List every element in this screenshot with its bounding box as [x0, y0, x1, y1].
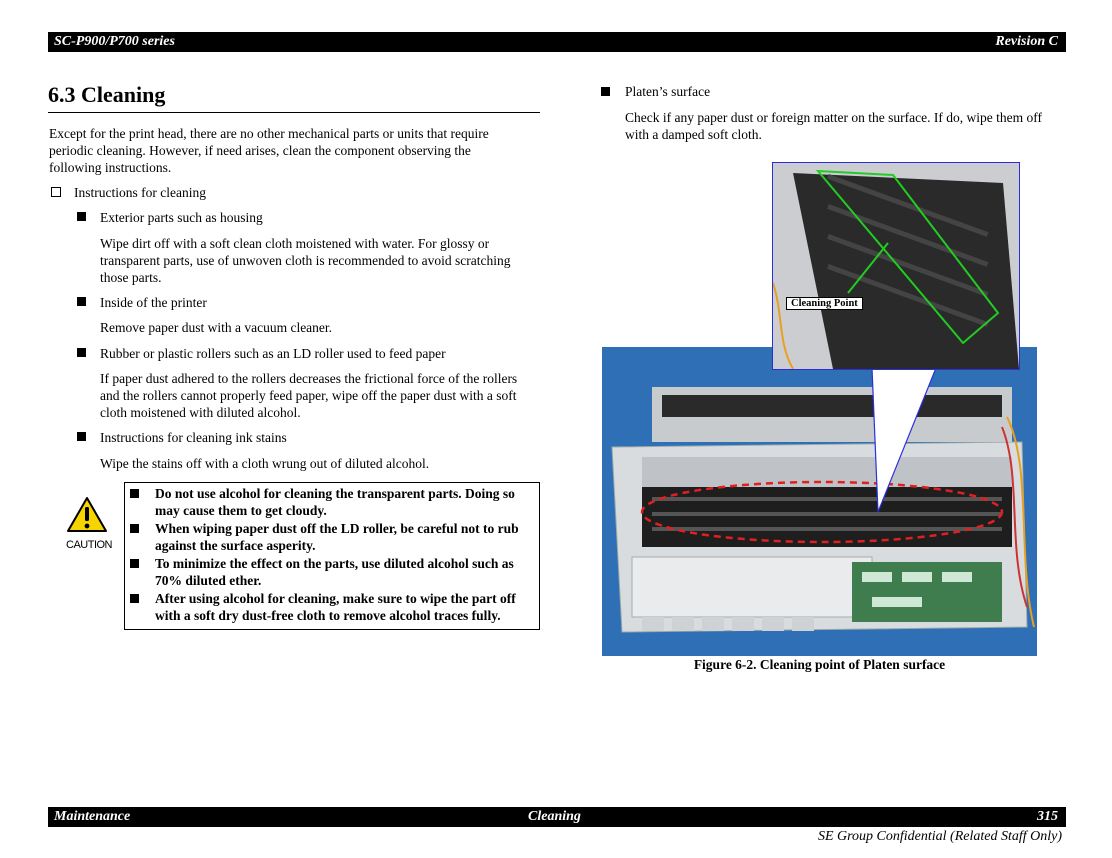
item-body	[100, 370, 540, 421]
caution-line: After using alcohol for cleaning, make sure to wipe the part off	[155, 591, 516, 606]
item-body-line: Remove paper dust with a vacuum cleaner.	[100, 320, 333, 335]
confidential-notice: SE Group Confidential (Related Staff Only)	[817, 829, 1062, 844]
caution-icon	[66, 496, 112, 551]
item-title: Instructions for cleaning ink stains	[100, 430, 287, 445]
footer-bar	[48, 807, 1066, 827]
caution-item	[155, 485, 535, 519]
square-bullet-icon	[77, 297, 86, 306]
section-title: 6.3 Cleaning	[48, 82, 540, 113]
header-bar	[48, 32, 1066, 52]
intro-paragraph	[49, 125, 541, 176]
square-bullet-icon	[77, 212, 86, 221]
caution-item	[155, 590, 535, 624]
header-model: SC-P900/P700 series	[54, 34, 175, 49]
square-bullet-icon	[130, 559, 139, 568]
caution-line: may cause them to get cloudy.	[155, 503, 327, 518]
platen-closeup-photo	[772, 162, 1020, 370]
caution-line: Do not use alcohol for cleaning the transparent parts. Doing so	[155, 486, 515, 501]
intro-line: periodic cleaning. However, if need arises, clean the component observing the	[49, 143, 471, 158]
square-bullet-icon	[601, 87, 610, 96]
square-bullet-icon	[77, 348, 86, 357]
caution-box	[124, 482, 540, 630]
item-body-line: and the rollers cannot properly feed paper, wipe off the paper dust with a soft	[100, 388, 517, 403]
item-title: Exterior parts such as housing	[100, 210, 263, 225]
item-body-line: Wipe dirt off with a soft clean cloth moistened with water. For glossy or	[100, 236, 490, 251]
item-body-line: If paper dust adhered to the rollers decreases the frictional force of the rollers	[100, 371, 518, 386]
footer-section: Cleaning	[528, 809, 581, 824]
callout-pointer	[860, 360, 940, 520]
item-body	[100, 455, 429, 472]
square-bullet-icon	[130, 489, 139, 498]
caution-item	[155, 520, 535, 554]
caution-line: against the surface asperity.	[155, 538, 316, 553]
item-body-line: cloth moistened with diluted alcohol.	[100, 405, 301, 420]
instructions-heading: Instructions for cleaning	[74, 185, 206, 200]
intro-line: following instructions.	[49, 160, 172, 175]
item-body-line: Wipe the stains off with a cloth wrung out of diluted alcohol.	[100, 456, 430, 471]
hollow-bullet-icon	[51, 187, 61, 197]
square-bullet-icon	[130, 524, 139, 533]
header-revision: Revision C	[995, 34, 1058, 49]
square-bullet-icon	[130, 594, 139, 603]
item-body-line: transparent parts, use of unwoven cloth is recommended to avoid scratching	[100, 253, 511, 268]
caution-line: When wiping paper dust off the LD roller, be careful not to rub	[155, 521, 519, 536]
item-body-line: those parts.	[100, 270, 162, 285]
caution-item	[155, 555, 535, 589]
intro-line: Except for the print head, there are no other mechanical parts or units that require	[49, 126, 489, 141]
page-number: 315	[1037, 809, 1058, 824]
printer-photo	[602, 347, 1037, 656]
item-body	[100, 319, 332, 336]
figure-caption: Figure 6-2. Cleaning point of Platen surface	[693, 657, 946, 672]
cleaning-point-label: Cleaning Point	[786, 297, 863, 310]
caution-label: CAUTION	[66, 539, 112, 551]
caution-line: 70% diluted ether.	[155, 573, 262, 588]
square-bullet-icon	[77, 432, 86, 441]
platen-title: Platen’s surface	[625, 84, 711, 99]
caution-line: with a soft dry dust-free cloth to remove alcohol traces fully.	[155, 608, 501, 623]
item-title: Rubber or plastic rollers such as an LD roller used to feed paper	[100, 346, 446, 361]
platen-body	[625, 109, 1070, 143]
platen-body-line: with a damped soft cloth.	[625, 127, 762, 142]
item-title: Inside of the printer	[100, 295, 207, 310]
item-body	[100, 235, 540, 286]
footer-chapter: Maintenance	[54, 809, 131, 824]
caution-line: To minimize the effect on the parts, use diluted alcohol such as	[155, 556, 514, 571]
platen-body-line: Check if any paper dust or foreign matter on the surface. If do, wipe them off	[625, 110, 1042, 125]
